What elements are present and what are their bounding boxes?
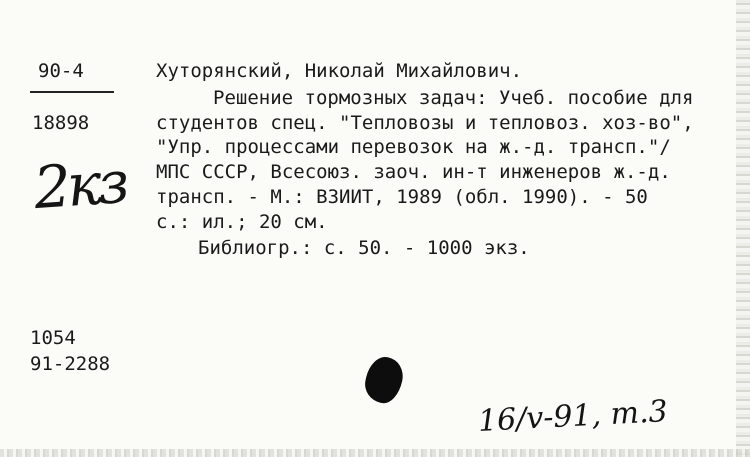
title-line-3: "Упр. процессами перевозок на ж.-д. трансп."/ xyxy=(156,136,671,158)
title-line-4: МПС СССР, Всесоюз. заоч. ин-т инженеров ж.-д. xyxy=(156,161,671,183)
title-line-1: Решение тормозных задач: Учеб. пособие для xyxy=(213,87,694,109)
right-edge-scan-noise xyxy=(736,0,750,457)
imprint-line: трансп. - М.: ВЗИИТ, 1989 (обл. 1990). - 50 xyxy=(156,186,648,208)
class-number: 90-4 xyxy=(38,60,84,82)
inventory-number: 18898 xyxy=(32,112,90,134)
title-line-2: студентов спец. "Тепловозы и тепловоз. хоз-во", xyxy=(156,112,694,134)
physical-description: с.: ил.; 20 см. xyxy=(156,211,328,233)
bibliography-note: Библиогр.: с. 50. - 1000 экз. xyxy=(198,237,530,259)
bottom-edge-scan-noise xyxy=(0,449,750,457)
ink-blot xyxy=(362,354,407,406)
bottom-code-2: 91-2288 xyxy=(30,353,111,375)
bottom-code-1: 1054 xyxy=(30,327,76,349)
bottom-handwriting: 16/v-91, m.3 xyxy=(477,394,669,439)
class-number-underline xyxy=(30,91,114,93)
handwritten-mark: 2кз xyxy=(31,147,128,223)
author-line: Хуторянский, Николай Михайлович. xyxy=(156,60,523,82)
